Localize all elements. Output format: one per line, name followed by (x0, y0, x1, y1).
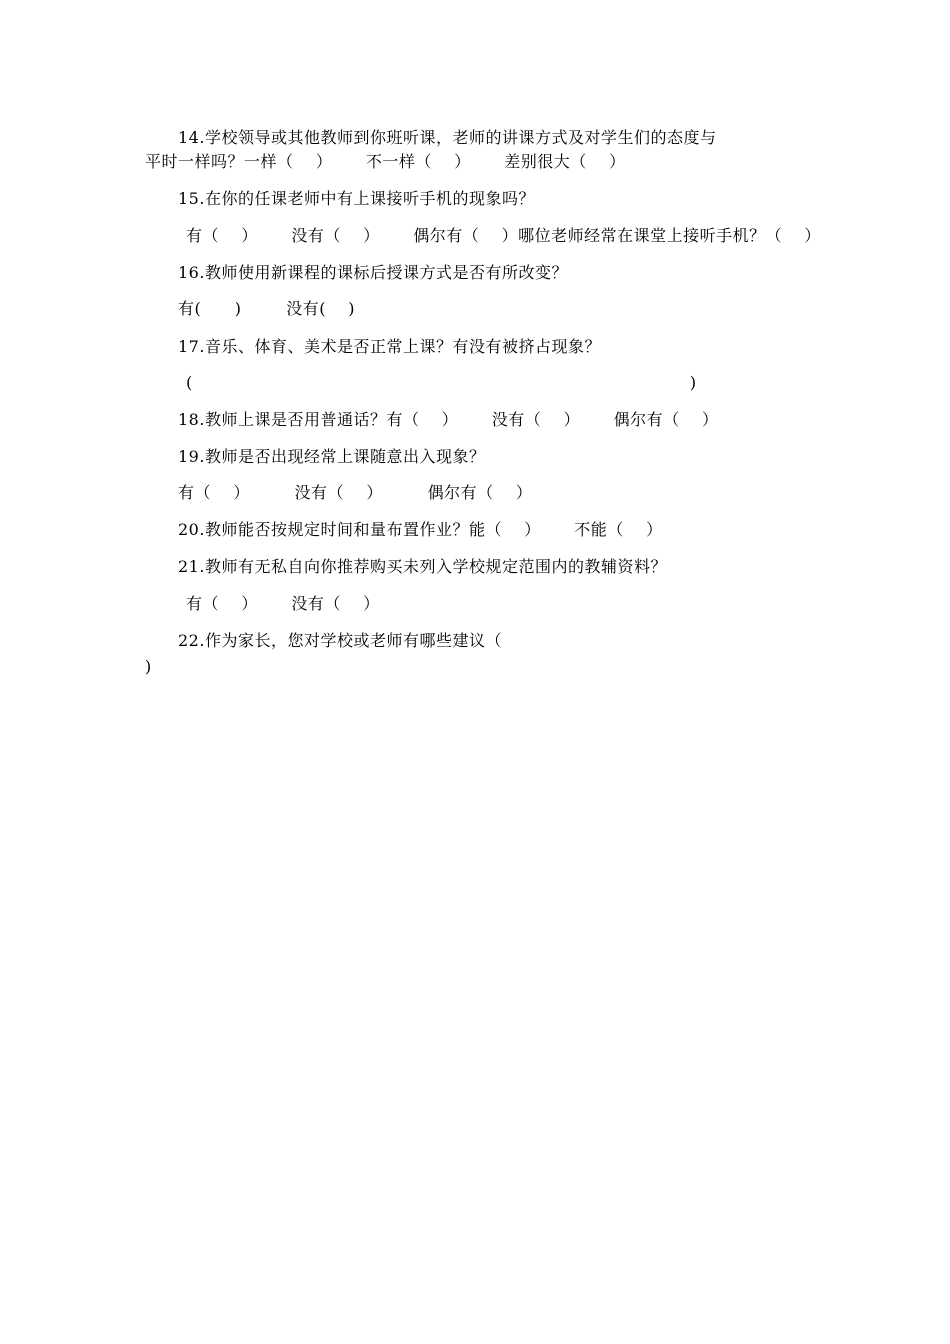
question-22-text: 22.作为家长，您对学校或老师有哪些建议（ (178, 631, 502, 650)
question-20-text: 20.教师能否按规定时间和量布置作业？能（ ） 不能（ ） (178, 520, 663, 539)
question-14-line-2: 平时一样吗？一样（ ） 不一样（ ） 差别很大（ ） (145, 152, 626, 171)
question-21-text: 21.教师有无私自向你推荐购买未列入学校规定范围内的教辅资料？ (178, 557, 667, 576)
question-22-close: ) (145, 657, 152, 676)
question-19-text: 19.教师是否出现经常上课随意出入现象？ (178, 447, 486, 466)
question-21-options: 有（ ） 没有（ ） (186, 594, 380, 613)
question-19-options: 有（ ） 没有（ ） 偶尔有（ ） (178, 483, 533, 502)
question-15-options: 有（ ） 没有（ ） 偶尔有（ ）哪位老师经常在课堂上接听手机？（ ） (186, 226, 821, 245)
question-17-answer: ( ) (186, 373, 697, 392)
question-17-text: 17.音乐、体育、美术是否正常上课？有没有被挤占现象？ (178, 337, 601, 356)
question-16-text: 16.教师使用新课程的课标后授课方式是否有所改变？ (178, 263, 568, 282)
question-15-text: 15.在你的任课老师中有上课接听手机的现象吗？ (178, 189, 535, 208)
question-16-options: 有( ) 没有( ) (178, 299, 356, 318)
question-14-line-1: 14.学校领导或其他教师到你班听课，老师的讲课方式及对学生们的态度与 (178, 128, 717, 147)
question-18-text: 18.教师上课是否用普通话？有（ ） 没有（ ） 偶尔有（ ） (178, 410, 719, 429)
